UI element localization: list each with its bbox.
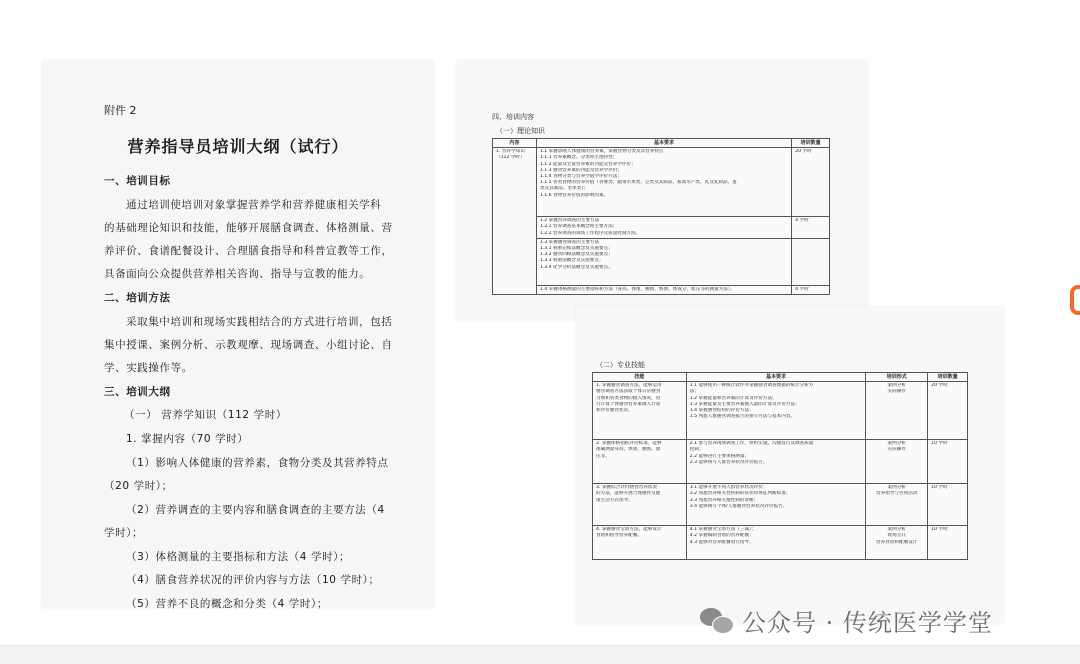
cell-line: 1.1.2 能量及宏量营养素的功能及营养学评价； [539,161,636,167]
cell-line: 1.3.1 称重记账法概念及实施要点； [539,246,613,252]
cell-line: 3. 掌握综合评价膳食营养状况 [596,485,657,491]
cell-line: 1.3 掌握膳食调查的主要方法 [539,239,600,245]
text-line: （4）膳食营养状况的评价内容与方法（10 学时）； [126,574,380,586]
cell-line: 1.2 掌握营养调查的主要方法 [539,218,600,224]
requirement-cell [536,238,791,285]
watermark-text: 公众号 · 传统医学学堂 [742,608,993,637]
text-line: （一） 营养学知识（112 学时） [124,409,287,421]
cell-line: 1.1.1 营养素概念、分类和生理特性； [539,155,618,161]
cell-line: 1.1 掌握影响人体健康的营养素，掌握食物分类及其营养特点 [539,149,664,155]
text-line: 养评价、食谱配餐设计、合理膳食指导和科普宣教等工作， [104,245,393,257]
cell-line: 1.1.3 膳食营养素的功能及营养学评价； [539,167,622,173]
cell-line: 1.1.5 各类食物的营养价值（谷薯类、蔬菜水果类、豆类及其制品、畜禽水产类、乳及乳制品、蛋 [539,180,737,186]
form-cell [866,484,928,526]
requirement-cell [686,382,866,440]
cell-line: 1.1 能够使用一种统计软件并掌握膳食调查数据的统计分析方 [689,383,814,389]
skill-cell [593,484,687,526]
cell-line: 1.4 掌握膳食结构的评价方法； [689,408,754,414]
table-row [493,285,830,294]
cell-line: （112 学时） [496,155,525,161]
text-line: （2）营养调查的主要内容和膳食调查的主要方法（4 [126,504,385,516]
text-line: 具备面向公众提供营养相关咨询、指导与宣教的能力。 [104,268,371,280]
table-header: 培训形式 [866,373,928,382]
skill-cell [593,382,687,440]
hours-value: 20 学时 [931,383,948,389]
cell-line: 实际操作 [887,389,906,395]
skills-table [592,372,968,560]
cell-line: 法； [689,389,699,395]
cell-line: 类及其制品、坚果类）； [539,186,589,192]
requirement-cell [536,217,791,239]
document-title: 营养指导员培训大纲（试行） [127,137,349,156]
hours-value: 10 学时 [931,441,948,447]
cell-line: 案例分析 [887,527,906,533]
hours-value: 4 学时 [795,218,809,224]
cell-line: 营养指导与咨询活动 [876,491,918,497]
text-line: （20 学时）； [104,480,173,492]
table-header: 培训数量 [928,373,968,382]
cell-line: 1.1.6 食物营养价值的影响因素。 [539,192,609,198]
content-cell [493,148,537,295]
table-header: 技能 [593,373,687,382]
cell-line: 1.5 熟悉人群膳食调查报告的撰写方法与基本内容。 [689,414,796,420]
cell-line: 2. 掌握体格指标评价标准，能够 [596,441,662,447]
cell-line: 1. 营养学知识 [496,149,525,155]
form-cell [866,526,928,560]
watermark [700,600,993,640]
text-line: （5）营养不良的概念和分类（4 学时）； [126,598,328,610]
document-page-3 [576,306,1004,624]
cell-line: 1.2 掌握能量和营养素的计算及评价方法； [689,395,777,401]
table-header: 培训数量 [792,139,830,148]
cell-line: 膳食调查方法获取个体日常膳食 [596,389,661,395]
cell-line: 4.3 能够对营养配餐进行指导。 [689,539,754,545]
cell-line: 和评价膳食状况。 [596,408,633,414]
text-line: 采取集中培训和现场实践相结合的方式进行培训，包括 [126,316,393,328]
requirement-cell [686,484,866,526]
cell-line: 1.2.2 营养调查的现场工作程序及质量控制方法。 [539,230,641,236]
table-row [493,217,830,239]
subsection-heading: （二）专业技能 [596,361,645,369]
cell-line: 案例分析 [887,485,906,491]
requirement-cell [536,148,791,217]
cell-line: 准确测量身高、体重、腰围、血 [596,447,661,453]
cell-line: 案例分析 [887,441,906,447]
text-line: 学时）； [104,527,144,539]
hours-value: 4 学时 [795,286,809,292]
cell-line: 1.3 掌握能量及主要营养素摄入量的计算及评价方法； [689,401,800,407]
hours-value: 20 学时 [795,149,812,155]
cell-line: 3.2 熟悉营养相关性疾病的症状和体征判断标准； [689,491,791,497]
cell-line: 2.2 能够进行主要体格测量； [689,453,750,459]
bottom-bar [0,645,1080,664]
text-line: 通过培训使培训对象掌握营养学和营养健康相关学科 [126,199,382,211]
table-row [593,382,968,440]
section-heading: 四、培训内容 [492,113,534,121]
hours-cell [792,285,830,294]
hours-cell [792,217,830,239]
text-line: 的基础理论知识和技能，能够开展膳食调查、体格测量、营 [104,222,393,234]
cell-line: 4. 掌握膳食宝塔方法，能够设计 [596,527,662,533]
cell-line: 3.1 能够开展不同人群营养状况评价； [689,485,768,491]
table-row [593,440,968,484]
form-cell [866,440,928,484]
requirement-cell [536,285,791,294]
cell-line: 案例分析 [887,383,906,389]
cell-line: 2.3 能够撰写人群营养状况评价报告。 [689,459,768,465]
orange-edge-icon [1070,285,1080,315]
table-header: 内容 [493,139,537,148]
skill-cell [593,440,687,484]
skill-cell [593,526,687,560]
cell-line: 营养食谱和配餐设计 [876,539,918,545]
table-row [493,148,830,217]
cell-line: 习惯和各类食物的摄入情况，进 [596,395,661,401]
cell-line: 3.4 能够撰写个体/人群膳食营养状况评价报告。 [689,503,788,509]
hours-cell [928,382,968,440]
cell-line: 4.2 掌握编制食谱的营养配餐； [689,533,754,539]
table-header: 基本要求 [686,373,866,382]
annex-label: 附件 2 [104,104,137,117]
wechat-icon [700,606,734,634]
cell-line: 压等。 [596,453,610,459]
text-line: 学、实践操作等。 [104,362,193,374]
text-line: （1）影响人体健康的营养素，食物分类及其营养特点 [126,457,389,469]
section-heading: 三、培训大纲 [104,386,171,398]
subsection-heading: （一）理论知识 [496,127,545,135]
hours-value: 10 学时 [931,485,948,491]
table-row [593,526,968,560]
cell-line: 1.3.3 称重法概念及实施要点； [539,258,604,264]
hours-cell [792,148,830,217]
cell-line: 行计算个体膳食营养素摄入计算 [596,401,661,407]
cell-line: 1.4 掌握体格测量的主要指标和方法（身高、体重、腰围、臀围、体成分、血压等的测量方法）。 [539,286,735,292]
hours-cell [928,484,968,526]
cell-line: 1.2.1 营养调查基本概念和主要方法； [539,224,618,230]
cell-line: 4.1 掌握膳食宝塔方法（三减）； [689,527,756,533]
cell-line: 1.3.2 膳食回顾法概念及实施要点； [539,252,613,258]
cell-line: 的方法，能够开展合理膳食及健 [596,491,661,497]
cell-line: 1.3.4 化学分析法概念及实施要点。 [539,264,613,270]
document-page-2 [456,60,868,320]
cell-line: 3.3 熟悉营养相关慢性病的诊断； [689,497,759,503]
hours-cell [792,238,830,285]
section-heading: 一、培训目标 [104,175,171,187]
cell-line: 1. 掌握膳食调查方法，能够运用 [596,383,662,389]
cell-line: 食谱和指导营养配餐。 [596,533,642,539]
form-cell [866,382,928,440]
cell-line: 1.1.4 食物分类与营养学值学评价方法； [539,174,622,180]
table-row [593,484,968,526]
text-line: 集中授课、案例分析、示教观摩、现场调查、小组讨论、自 [104,339,393,351]
document-page-1 [42,60,434,608]
cell-line: 康生活方式指导。 [596,497,633,503]
cell-line: 控制； [689,447,704,453]
cell-line: 实际操作 [887,447,906,453]
hours-cell [928,440,968,484]
text-line: 1. 掌握内容（70 学时） [126,433,249,445]
section-heading: 二、培训方法 [104,292,171,304]
requirement-cell [686,440,866,484]
hours-value: 10 学时 [931,527,948,533]
table-row [493,238,830,285]
requirement-cell [686,526,866,560]
cell-line: 2.1 参与营养现场调查工作，组织实施、沟通技巧及调查质量 [689,441,814,447]
theory-table [492,138,830,295]
text-line: （3）体格测量的主要指标和方法（4 学时）； [126,551,351,563]
cell-line: 现场烹饪 [887,533,906,539]
table-header: 基本要求 [536,139,791,148]
hours-cell [928,526,968,560]
